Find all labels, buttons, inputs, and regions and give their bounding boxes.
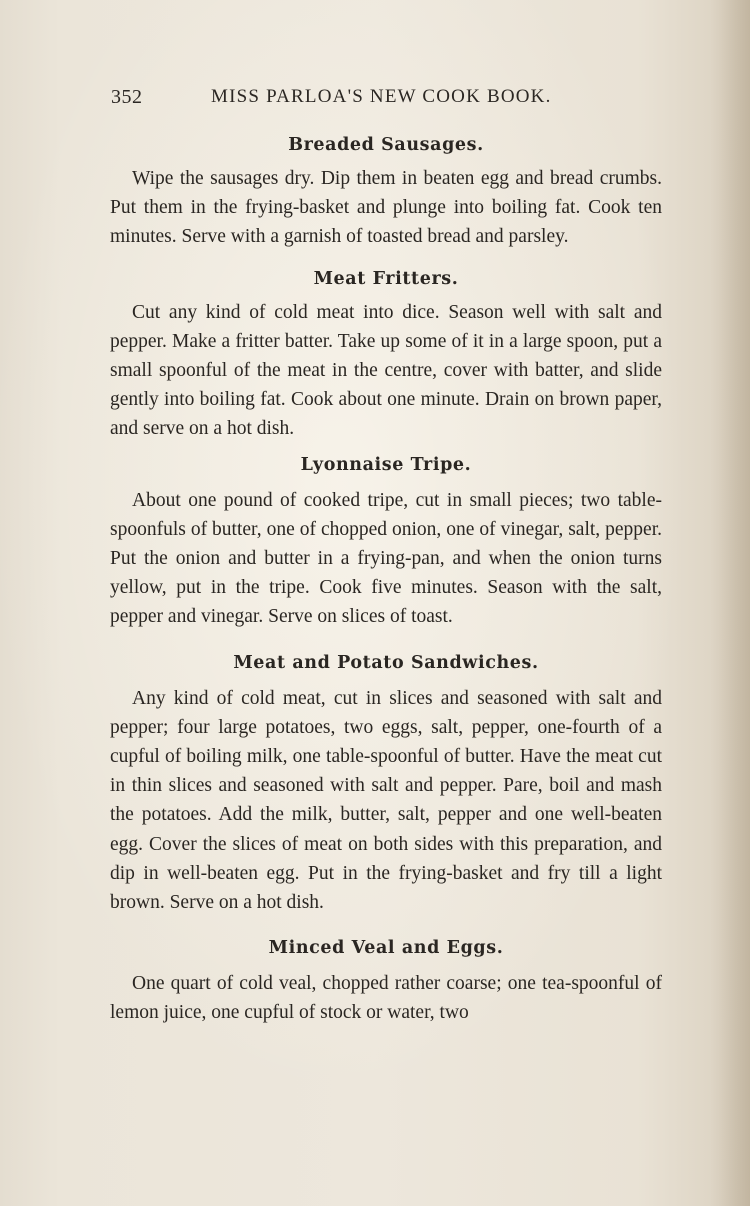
recipe-title: Meat and Potato Sandwiches.: [233, 652, 539, 673]
recipe-body: Any kind of cold meat, cut in slices and seasoned with salt and pepper; four large potatoes, two eggs, salt, pepper, one-fourth of a cupful of boiling milk, one table-spoonful of butter. Have the meat cut in thin slices and seasoned with salt and pepper. Pare, boil and mash the potatoes. Add the milk, butter, salt, pepper and one well-beaten egg. Cover the slices of meat on both sides with this preparation, and dip in well-beaten egg. Put in the frying-basket and fry till a light brown. Serve on a hot dish.: [110, 687, 662, 914]
recipe-title: Minced Veal and Eggs.: [268, 938, 504, 959]
recipe-meat-and-potato-sandwiches: [110, 648, 662, 918]
page-content: [110, 130, 662, 1028]
recipe-breaded-sausages: [110, 130, 662, 252]
recipe-title: Lyonnaise Tripe.: [300, 454, 472, 475]
recipe-lyonnaise-tripe: [110, 450, 662, 632]
recipe-title: Meat Fritters.: [313, 268, 459, 289]
recipe-meat-fritters: [110, 264, 662, 444]
running-head: [111, 86, 663, 112]
recipe-body: About one pound of cooked tripe, cut in small pieces; two table-spoonfuls of butter, one of chopped onion, one of vinegar, salt, pepper. Put the onion and butter in a frying-pan, and when the onion turns yellow, put in the tripe. Cook five minutes. Season with the salt, pepper and vinegar. Serve on slices of toast.: [110, 489, 662, 628]
recipe-body: Wipe the sausages dry. Dip them in beaten egg and bread crumbs. Put them in the frying-basket and plunge into boiling fat. Cook ten minutes. Serve with a garnish of toasted bread and parsley.: [110, 168, 662, 248]
recipe-title: Breaded Sausages.: [288, 135, 484, 155]
running-head-title: MISS PARLOA'S NEW COOK BOOK.: [211, 86, 552, 107]
recipe-minced-veal-and-eggs: [110, 933, 662, 1027]
recipe-body: One quart of cold veal, chopped rather coarse; one tea-spoonful of lemon juice, one cupful of stock or water, two: [110, 973, 662, 1024]
page-number: 352: [111, 86, 143, 108]
recipe-body: Cut any kind of cold meat into dice. Season well with salt and pepper. Make a fritter batter. Take up some of it in a large spoon, put a small spoonful of the meat in the centre, cover with batter, and slide gently into boiling fat. Cook about one minute. Drain on brown paper, and serve on a hot dish.: [110, 301, 662, 440]
